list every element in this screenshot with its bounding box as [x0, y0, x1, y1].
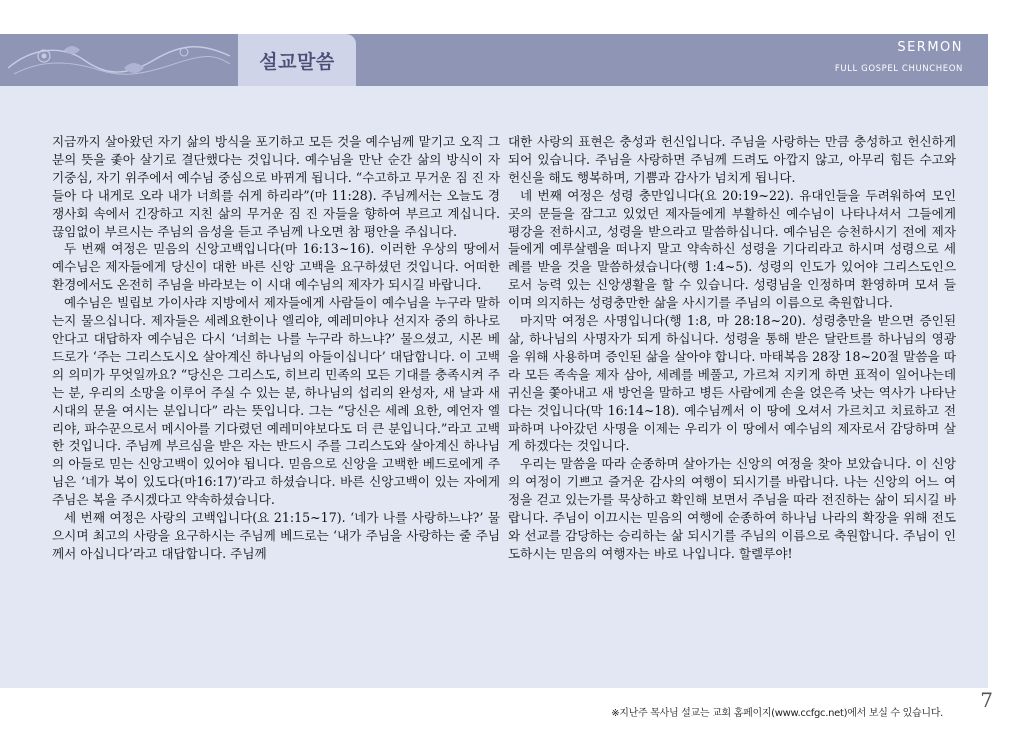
page-title: 설교말씀: [259, 50, 335, 73]
section-label: SERMON: [897, 40, 963, 55]
paragraph: 예수님은 빌립보 가이사랴 지방에서 제자들에게 사람들이 예수님을 누구라 말하는지 물으십니다. 제자들은 세례요한이나 엘리야, 예레미야나 선지자 중의 하나로 안다고 대답하자 예수님은 다시 ‘너희는 나를 누구라 하느냐?’ 물으셨고, 시몬 베드로가 ‘주는 그리스도시오 살아계신 하나님의 아들이십니다’ 대답합니다. 이 고백의 의미가 무엇일까요? “당신은 그리스도, 히브리 민족의 모든 기대를 충족시켜 주는 분, 우리의 소망을 이루어 주실 수 있는 분, 하나님의 섭리의 완성자, 새 날과 새 시대의 문을 여시는 분입니다” 라는 뜻입니다. 그는 “당신은 세례 요한, 예언자 엘리야, 파수꾼으로서 메시아를 기다렸던 예레미야보다도 더 큰 분입니다.”라고 고백한 것입니다. 주님께 부르심을 받은 자는 반드시 주를 그리스도와 살아계신 하나님의 아들로 믿는 신앙고백이 있어야 됩니다. 믿음으로 신앙을 고백한 베드로에게 주님은 ‘네가 복이 있도다(마16:17)’라고 하셨습니다. 바른 신앙고백이 있는 자에게 주님은 복을 주시겠다고 약속하셨습니다.: [52, 295, 500, 508]
paragraph: 두 번째 여정은 믿음의 신앙고백입니다(마 16:13~16). 이러한 우상의 땅에서 예수님은 제자들에게 당신이 대한 바른 신앙 고백을 요구하셨던 것입니다. 어떠한 환경에서도 온전히 주님을 바라보는 이 시대 예수님의 제자가 되시길 바랍니다.: [52, 241, 500, 293]
right-column: [508, 133, 956, 563]
paragraph: 우리는 말씀을 따라 순종하며 살아가는 신앙의 여정을 찾아 보았습니다. 이 신앙의 여정이 기쁘고 즐거운 감사의 여행이 되시기를 바랍니다. 나는 신앙의 어느 여정을 걷고 있는가를 묵상하고 확인해 보면서 주님을 따라 전진하는 삶이 되시길 바랍니다. 주님이 이끄시는 믿음의 여행에 순종하여 하나님 나라의 확장을 위해 전도와 선교를 감당하는 승리하는 삶 되시기를 주님의 이름으로 축원합니다. 주님이 인도하시는 믿음의 여행자는 바로 나입니다. 할렐루야!: [508, 456, 956, 561]
decorative-swirl-ornament: [4, 38, 232, 82]
paragraph: 대한 사랑의 표현은 충성과 헌신입니다. 주님을 사랑하는 만큼 충성하고 헌신하게 되어 있습니다. 주님을 사랑하면 주님께 드려도 아깝지 않고, 아무리 힘든 수고와 헌신을 해도 행복하며, 기쁨과 감사가 넘치게 됩니다.: [508, 134, 956, 185]
footer-note: ※지난주 목사님 설교는 교회 홈페이지(www.ccfgc.net)에서 보실 수 있습니다.: [611, 708, 943, 719]
left-column: [52, 133, 500, 563]
paragraph: 마지막 여정은 사명입니다(행 1:8, 마 28:18~20). 성령충만을 받으면 증인된 삶, 하나님의 사명자가 되게 하십니다. 성령을 통해 받은 달란트를 하나님의 영광을 위해 사용하며 증인된 삶을 살아야 합니다. 마태복음 28장 18~20절 말씀을 따라 모든 족속을 제자 삼아, 세례를 베풀고, 가르쳐 지키게 하면 표적이 일어나는데 귀신을 쫓아내고 새 방언을 말하고 병든 사람에게 손을 얹은즉 낫는 역사가 나타난다는 것입니다(막 16:14~18). 예수님께서 이 땅에 오셔서 가르치고 치료하고 전파하며 나아갔던 사명을 이제는 우리가 이 땅에서 예수님의 제자로서 감당하며 살게 하겠다는 것입니다.: [508, 313, 956, 454]
church-label: FULL GOSPEL CHUNCHEON: [834, 64, 963, 74]
paragraph: 네 번째 여정은 성령 충만입니다(요 20:19~22). 유대인들을 두려워하여 모인 곳의 문들을 잠그고 있었던 제자들에게 부활하신 예수님이 나타나셔서 그들에게 평강을 전하시고, 성령을 받으라고 말씀하십니다. 예수님은 승천하시기 전에 제자들에게 예루살렘을 떠나지 말고 약속하신 성령을 기다리라고 하시며 성령으로 세례를 받을 것을 말씀하셨습니다(행 1:4~5). 성령의 인도가 있어야 그리스도인으로서 능력 있는 신앙생활을 할 수 있습니다. 성령님을 인정하며 환영하며 모셔 들이며 의지하는 성령충만한 삶을 사시기를 주님의 이름으로 축원합니다.: [508, 187, 956, 311]
paragraph: 지금까지 살아왔던 자기 삶의 방식을 포기하고 모든 것을 예수님께 맡기고 오직 그분의 뜻을 좇아 살기로 결단했다는 것입니다. 예수님을 만난 순간 삶의 방식이 자기중심, 자기 위주에서 예수님 중심으로 바뀌게 됩니다. “수고하고 무거운 짐 진 자들아 다 내게로 오라 내가 너희를 쉬게 하리라”(마 11:28). 주님께서는 오늘도 경쟁사회 속에서 긴장하고 지친 삶의 무거운 짐 진 자들을 향하여 부르고 계십니다. 끊임없이 부르시는 주님의 음성을 듣고 주님께 나오면 참 평안을 주십니다.: [52, 134, 500, 239]
page-number: 7: [980, 688, 993, 712]
title-tab: [238, 34, 356, 86]
paragraph: 세 번째 여정은 사랑의 고백입니다(요 21:15~17). ‘네가 나를 사랑하느냐?’ 물으시며 최고의 사랑을 요구하시는 주님께 베드로는 ‘내가 주님을 사랑하는 줄 주님께서 아십니다’라고 대답합니다. 주님께: [52, 510, 500, 561]
